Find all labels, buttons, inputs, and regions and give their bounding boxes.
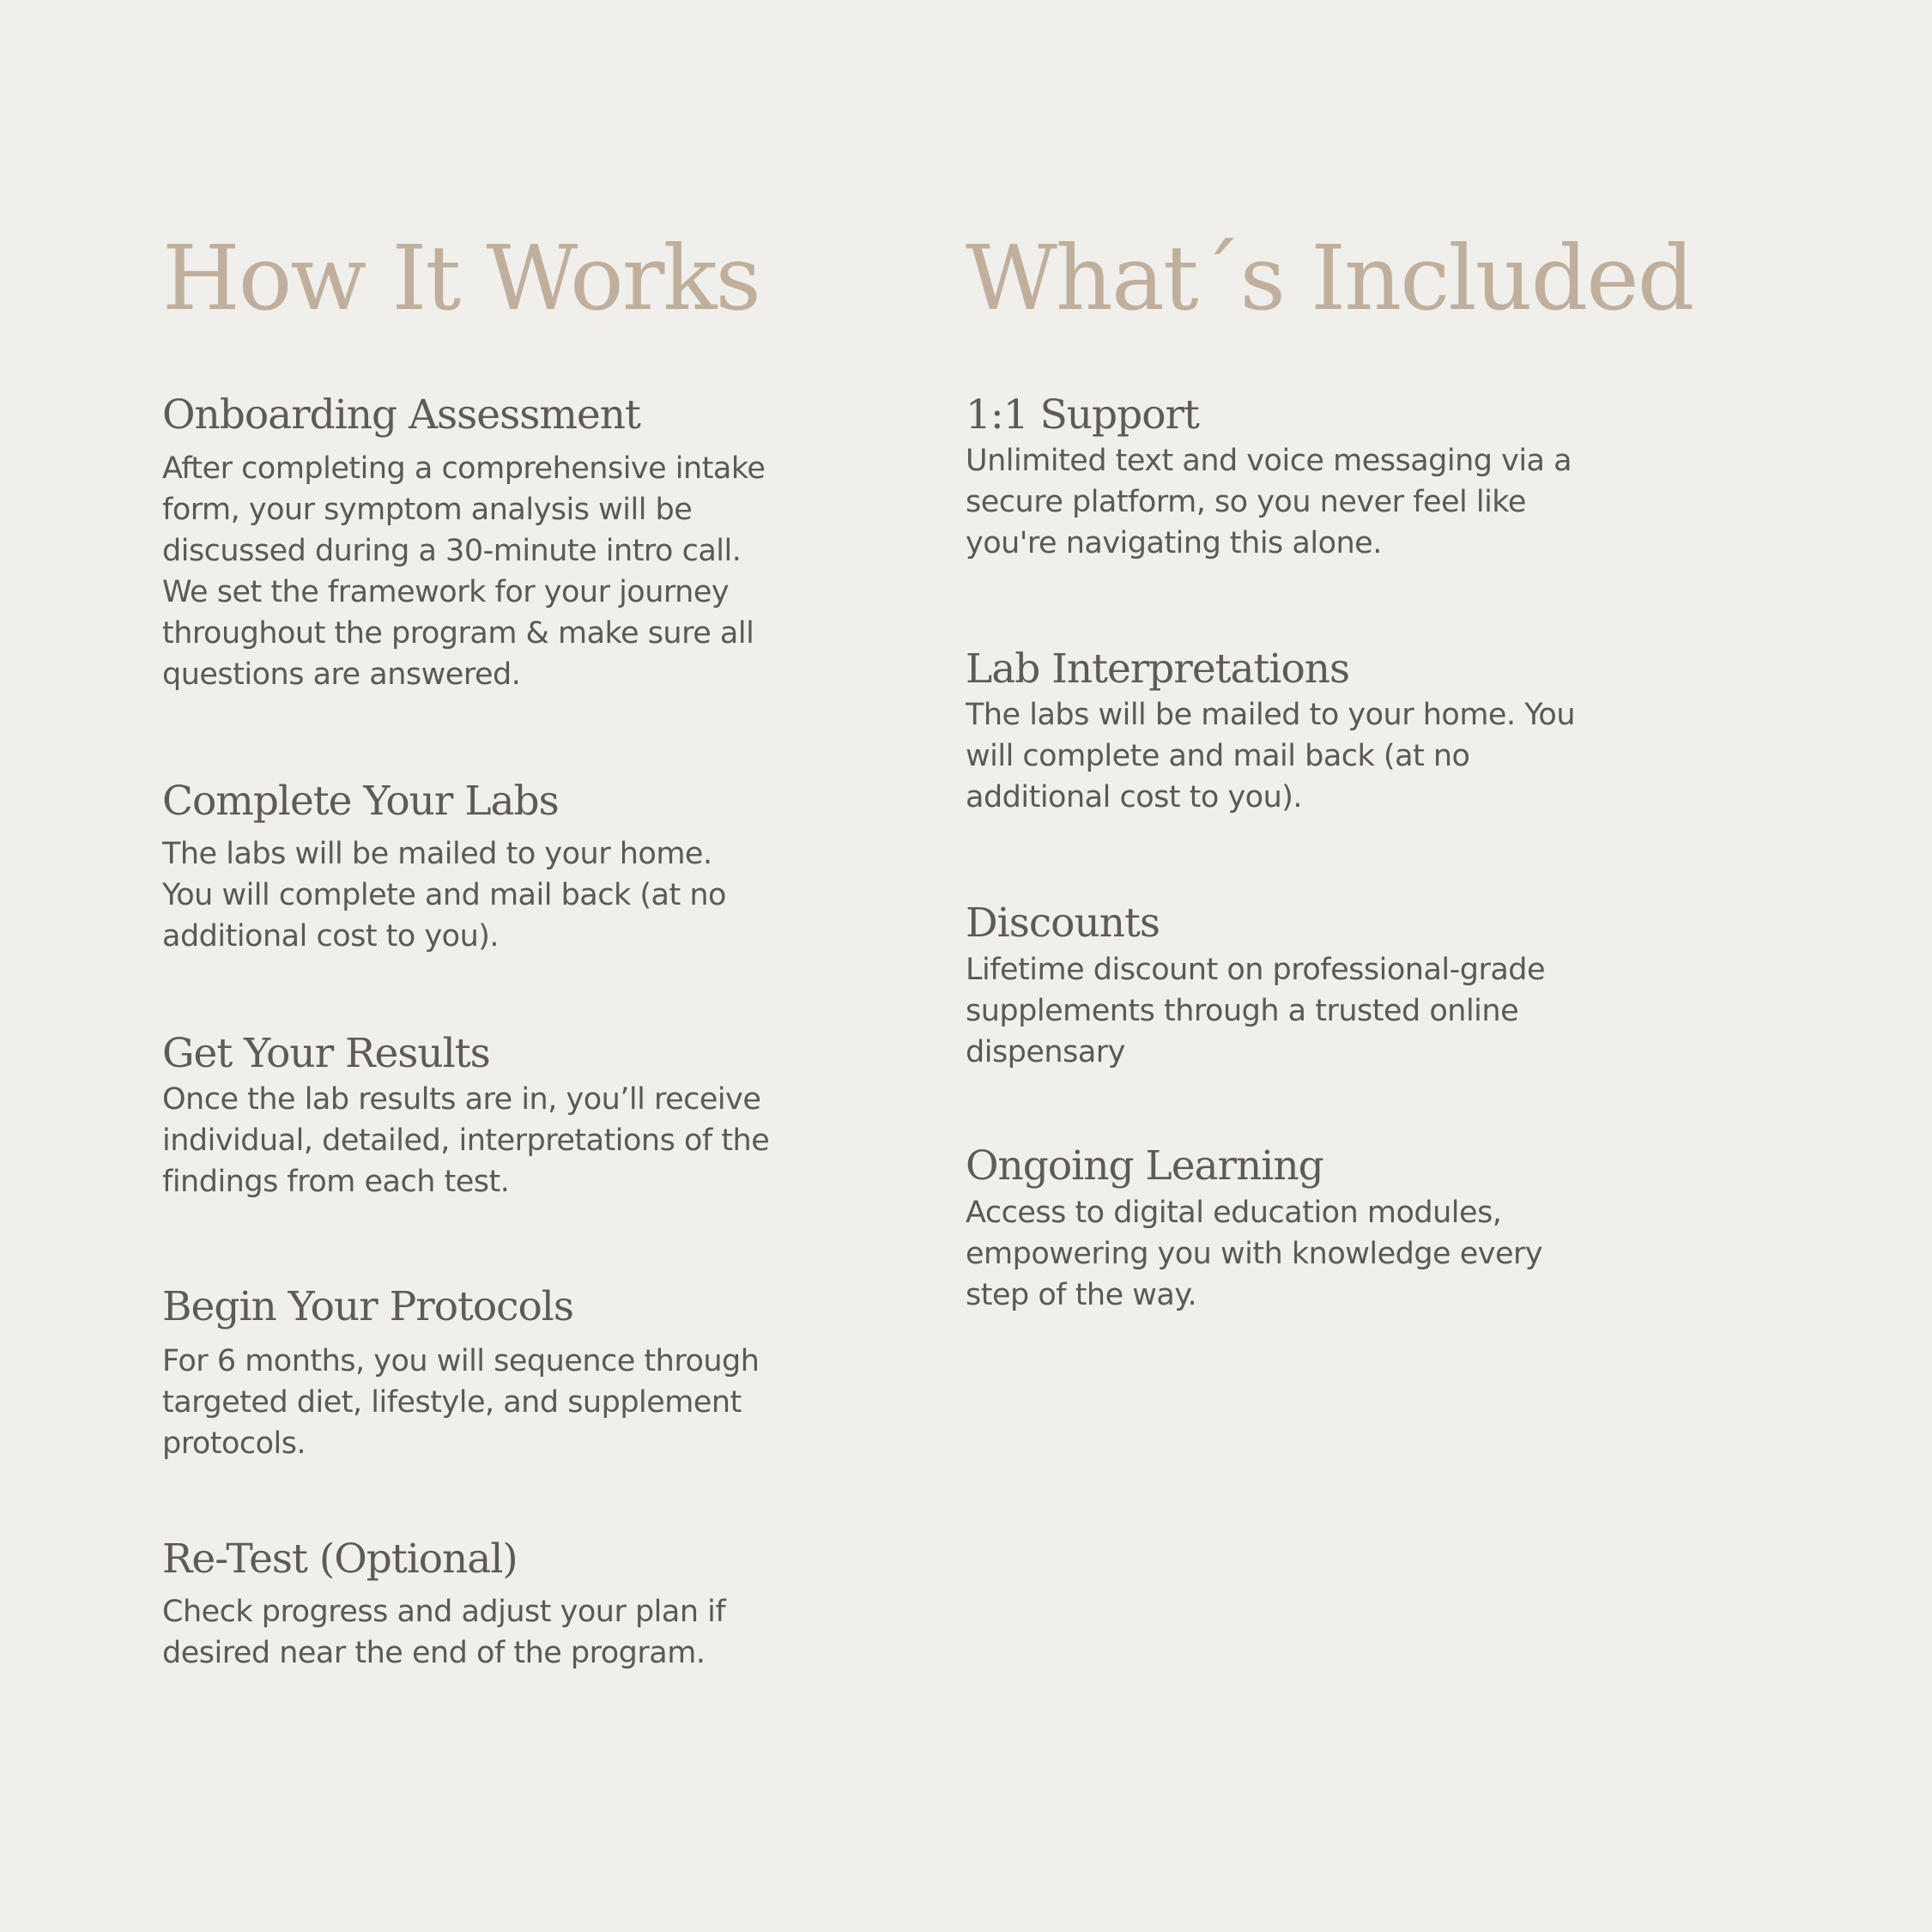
- feature-description: Lifetime discount on professional-grade supplements through a trusted online dispensary: [966, 953, 1546, 1069]
- feature-discounts: [966, 899, 1618, 1073]
- feature-title: Ongoing Learning: [966, 1142, 1323, 1190]
- step-title: Re-Test (Optional): [162, 1535, 518, 1583]
- step-description: Check progress and adjust your plan if desired near the end of the program.: [162, 1595, 726, 1670]
- step-title: Complete Your Labs: [162, 778, 559, 825]
- step-title: Begin Your Protocols: [162, 1283, 573, 1330]
- step-title: Get Your Results: [162, 1030, 490, 1077]
- step-begin-your-protocols: [162, 1282, 815, 1464]
- feature-lab-interpretations: [966, 645, 1618, 818]
- feature-title: Lab Interpretations: [966, 645, 1350, 693]
- step-description: After completing a comprehensive intake form, your symptom analysis will be discussed during a 30-minute intro call. We set the framework for your journey throughout the program & make sure all questions are answered.: [162, 451, 766, 692]
- feature-description: Unlimited text and voice messaging via a secure platform, so you never feel like you're navigating this alone.: [966, 444, 1572, 560]
- step-title: Onboarding Assessment: [162, 391, 640, 439]
- step-description: The labs will be mailed to your home. You will complete and mail back (at no additional cost to you).: [162, 837, 726, 954]
- whats-included-heading: What´s Included: [966, 226, 1693, 330]
- feature-description: Access to digital education modules, empowering you with knowledge every step of the way.: [966, 1196, 1543, 1312]
- feature-description: The labs will be mailed to your home. You will complete and mail back (at no additional cost to you).: [966, 698, 1576, 815]
- step-onboarding-assessment: [162, 391, 815, 695]
- step-get-your-results: [162, 1029, 815, 1202]
- step-re-test: [162, 1535, 815, 1674]
- step-complete-your-labs: [162, 777, 815, 957]
- feature-ongoing-learning: [966, 1142, 1618, 1316]
- feature-title: Discounts: [966, 899, 1160, 947]
- step-description: Once the lab results are in, you’ll receive individual, detailed, interpretations of the findings from each test.: [162, 1082, 770, 1199]
- feature-1-1-support: [966, 391, 1618, 564]
- step-description: For 6 months, you will sequence through targeted diet, lifestyle, and supplement protocols.: [162, 1344, 760, 1461]
- feature-title: 1:1 Support: [966, 391, 1199, 439]
- how-it-works-heading: How It Works: [162, 226, 760, 330]
